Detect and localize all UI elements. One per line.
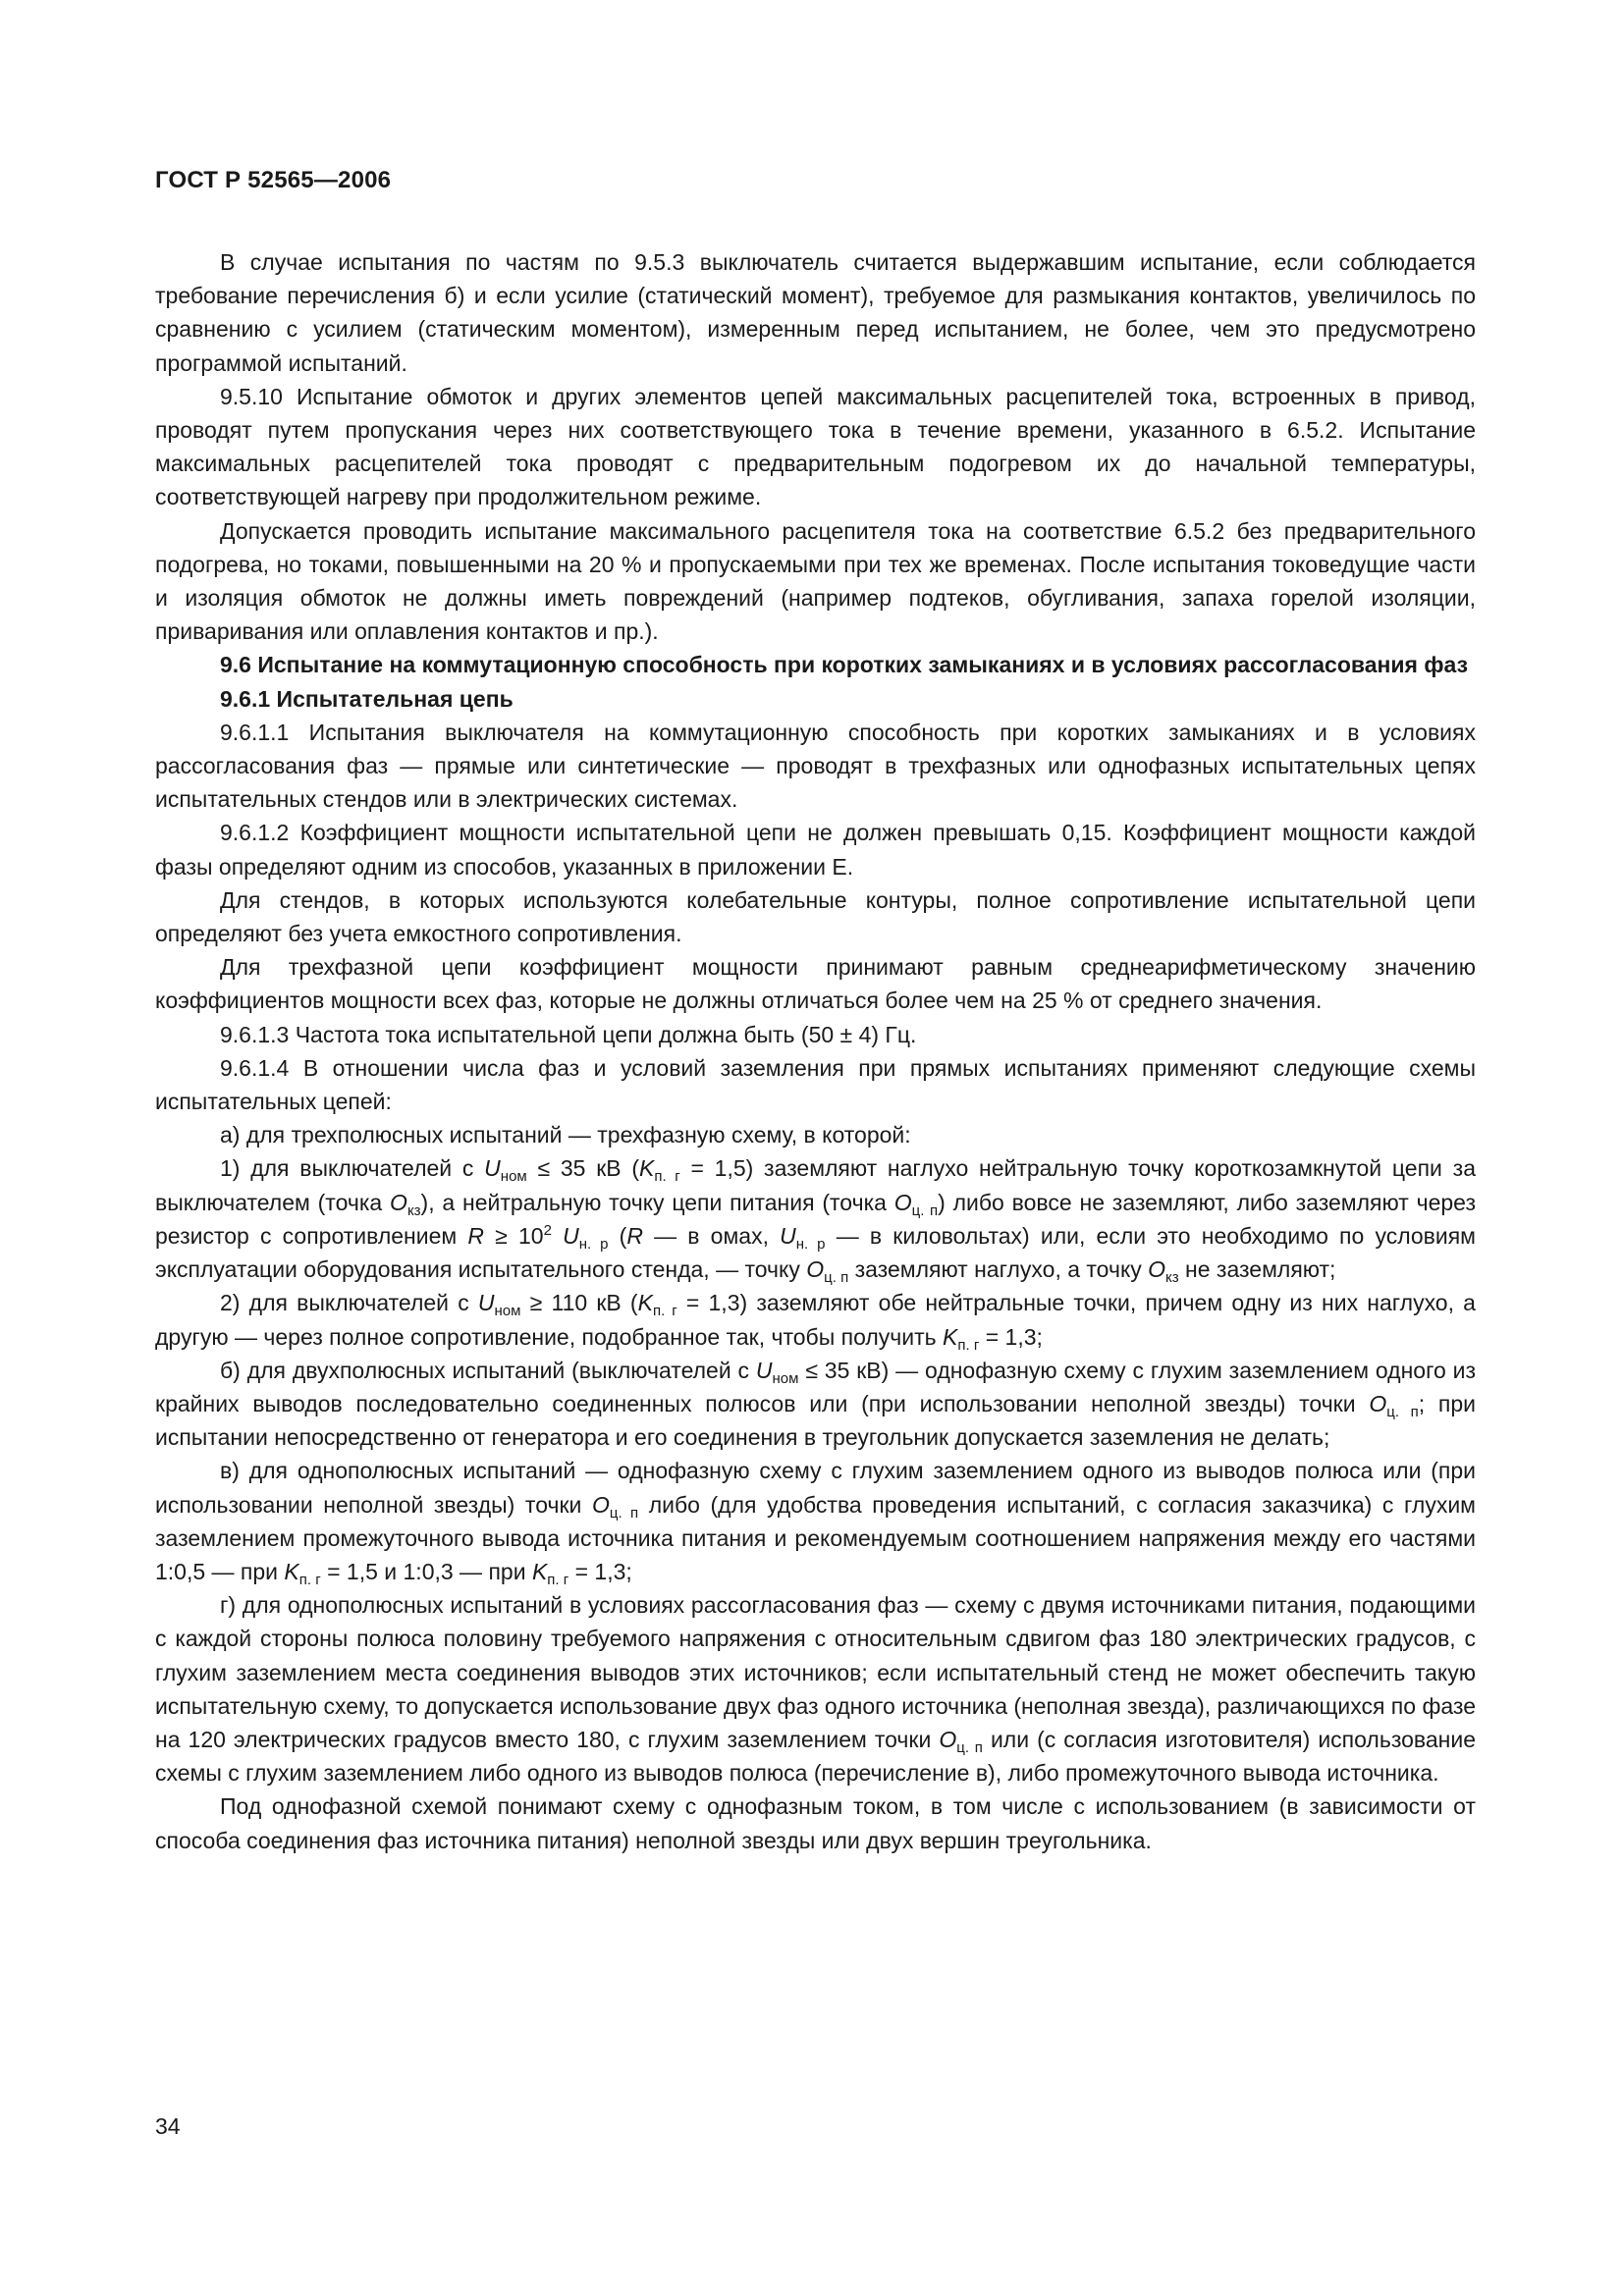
text-run: ≥ 10 <box>484 1222 544 1249</box>
text-run: б) для двухполюсных испытаний (выключателей с <box>220 1357 756 1383</box>
symbol: O <box>1148 1256 1166 1283</box>
symbol: O <box>939 1726 957 1752</box>
text-run: либо (для удобства проведения испытаний, с согласия заказчика) с глухим заземлением промежуточного вывода источника питания и рекомендуемым соотношением напряжения между его частями 1:0,5 — при <box>155 1491 1476 1584</box>
paragraph: 9.6.1.3 Частота тока испытательной цепи должна быть (50 ± 4) Гц. <box>220 1021 917 1047</box>
subscript: н. р <box>795 1235 826 1253</box>
symbol: U <box>780 1222 796 1249</box>
symbol: K <box>943 1323 958 1350</box>
paragraph: 9.6.1.1 Испытания выключателя на коммутационную способность при коротких замыканиях и в условиях рассогласования фаз — прямые или синтетические — проводят в трехфазных или однофазных испытательных цепях испытательных стендов или в электрических системах. <box>155 719 1476 813</box>
text-run: ≤ 35 кВ ( <box>526 1155 640 1182</box>
list-item: а) для трехполюсных испытаний — трехфазную схему, в которой: <box>220 1122 911 1148</box>
text-run: заземляют наглухо, а точку <box>848 1256 1149 1283</box>
symbol: O <box>390 1189 407 1215</box>
subsection-heading: 9.6.1 Испытательная цепь <box>220 685 514 712</box>
symbol: O <box>893 1189 912 1215</box>
text-run: ) либо вовсе не заземляют, либо заземляют через резистор с сопротивлением <box>155 1189 1476 1249</box>
subscript: ном <box>772 1369 799 1387</box>
text-run: = 1,3) заземляют обе нейтральные точки, причем одну из них наглухо, а другую — через полное сопротивление, подобранное так, чтобы получить <box>155 1290 1476 1350</box>
symbol: U <box>484 1155 501 1182</box>
symbol: U <box>563 1222 579 1249</box>
subscript: ном <box>500 1168 527 1186</box>
text-run: ≥ 110 кВ ( <box>520 1290 638 1316</box>
text-run: ( <box>608 1222 627 1249</box>
text-run: = 1,5 и 1:0,3 — при <box>320 1558 532 1584</box>
paragraph: Допускается проводить испытание максимального расцепителя тока на соответствие 6.5.2 без предварительного подогрева, но токами, повышенными на 20 % и пропускаемыми при тех же временах. После испытания токоведущие части и изоляция обмоток не должны иметь повреждений (например подтеков, обугливания, запаха горелой изоляции, приваривания или оплавления контактов и пр.). <box>155 517 1476 645</box>
document-header: ГОСТ Р 52565—2006 <box>155 167 392 193</box>
list-item <box>155 1354 1476 1455</box>
symbol: U <box>477 1290 495 1316</box>
text-run: 2) для выключателей с <box>220 1290 478 1316</box>
paragraph: Под однофазной схемой понимают схему с однофазным током, в том числе с использованием (в зависимости от способа соединения фаз источника питания) неполной звезды или двух вершин треугольника. <box>155 1793 1476 1853</box>
paragraph: 9.5.10 Испытание обмоток и других элементов цепей максимальных расцепителей тока, встроенных в привод, проводят путем пропускания через них соответствующего тока в течение времени, указанного в 6.5.2. Испытание максимальных расцепителей тока проводят с предварительным подогревом их до начальной температуры, соответствующей нагреву при продолжительном режиме. <box>155 383 1476 510</box>
symbol: K <box>284 1558 299 1584</box>
subscript: ц. п <box>824 1269 849 1287</box>
subscript: п. г <box>957 1336 980 1354</box>
subscript: п. г <box>652 1303 677 1320</box>
list-item <box>155 1151 1476 1286</box>
symbol: R <box>467 1222 484 1249</box>
paragraph: В случае испытания по частям по 9.5.3 выключатель считается выдержавшим испытание, если соблюдается требование перечисления б) и если усилие (статический момент), требуемое для размыкания контактов, увеличилось по сравнению с усилием (статическим моментом), измеренным перед испытанием, не более, чем это предусмотрено программой испытаний. <box>155 249 1476 376</box>
text-run: = 1,5) заземляют наглухо нейтральную точку короткозамкнутой цепи за выключателем (точка <box>155 1155 1476 1215</box>
list-item <box>155 1588 1476 1789</box>
subscript: кз <box>1165 1269 1179 1287</box>
subscript: п. г <box>298 1571 321 1588</box>
symbol: K <box>637 1290 653 1316</box>
text-run: — в киловольтах) или, если это необходимо по условиям эксплуатации оборудования испытательного стенда, — точку <box>155 1222 1476 1283</box>
paragraph: Для трехфазной цепи коэффициент мощности принимают равным среднеарифметическому значению коэффициентов мощности всех фаз, которые не должны отличаться более чем на 25 % от среднего значения. <box>155 954 1476 1014</box>
superscript: 2 <box>543 1221 552 1239</box>
subscript: п. г <box>547 1571 569 1588</box>
document-body <box>155 245 1476 1857</box>
symbol: O <box>1369 1390 1387 1416</box>
subscript: ном <box>494 1303 521 1320</box>
text-run: в) для однополюсных испытаний — однофазную схему с глухим заземлением одного из выводов полюса или (при использовании неполной звезды) точки <box>155 1458 1476 1518</box>
symbol: O <box>591 1491 610 1518</box>
subscript: ц. п <box>911 1201 939 1219</box>
symbol: O <box>806 1256 825 1283</box>
text-run: не заземляют; <box>1178 1256 1336 1283</box>
symbol: U <box>755 1357 773 1383</box>
text-run: ), а нейтральную точку цепи питания (точка <box>420 1189 894 1215</box>
symbol: K <box>531 1558 548 1584</box>
text-run: = 1,3; <box>568 1558 632 1584</box>
paragraph: 9.6.1.4 В отношении числа фаз и условий заземления при прямых испытаниях применяют следующие схемы испытательных цепей: <box>155 1054 1476 1115</box>
subscript: ц. п <box>1386 1403 1419 1420</box>
page-number: 34 <box>155 2113 181 2139</box>
list-item <box>155 1286 1476 1353</box>
symbol: R <box>626 1222 643 1249</box>
text-run: = 1,3; <box>979 1323 1043 1350</box>
section-heading: 9.6 Испытание на коммутационную способность при коротких замыканиях и в условиях рассогласования фаз <box>220 652 1468 678</box>
subscript: кз <box>406 1201 421 1219</box>
text-run: 1) для выключателей с <box>220 1155 485 1182</box>
paragraph: Для стендов, в которых используются колебательные контуры, полное сопротивление испытательной цепи определяют без учета емкостного сопротивления. <box>155 886 1476 947</box>
text-run: ; при испытании непосредственно от генератора и его соединения в треугольник допускается заземления не делать; <box>155 1390 1476 1451</box>
paragraph: 9.6.1.2 Коэффициент мощности испытательной цепи не должен превышать 0,15. Коэффициент мощности каждой фазы определяют одним из способов, указанных в приложении Е. <box>155 820 1476 880</box>
subscript: п. г <box>654 1168 680 1186</box>
subscript: н. р <box>578 1235 609 1253</box>
text-run: или (с согласия изготовителя) использование схемы с глухим заземлением либо одного из выводов полюса (перечисление в), либо промежуточного вывода источника. <box>155 1726 1476 1787</box>
symbol: K <box>639 1155 655 1182</box>
subscript: ц. п <box>609 1504 639 1522</box>
text-run: ≤ 35 кВ) — однофазную схему с глухим заземлением одного из крайних выводов последовательно соединенных полюсов или (при использовании неполной звезды) точки <box>155 1357 1476 1416</box>
text-run: — в омах, <box>642 1222 781 1249</box>
subscript: ц. п <box>956 1738 983 1756</box>
list-item <box>155 1454 1476 1588</box>
text-run: г) для однополюсных испытаний в условиях рассогласования фаз — схему с двумя источниками питания, подающими с каждой стороны полюса половину требуемого напряжения с относительным сдвигом фаз 180 электрических градусов, с глухим заземлением места соединения выводов этих источников; если испытательный стенд не может обеспечить такую испытательную схему, то допускается использование двух фаз одного источника (неполная звезда), различающихся по фазе на 120 электрических градусов вместо 180, с глухим заземлением точки <box>155 1592 1476 1752</box>
